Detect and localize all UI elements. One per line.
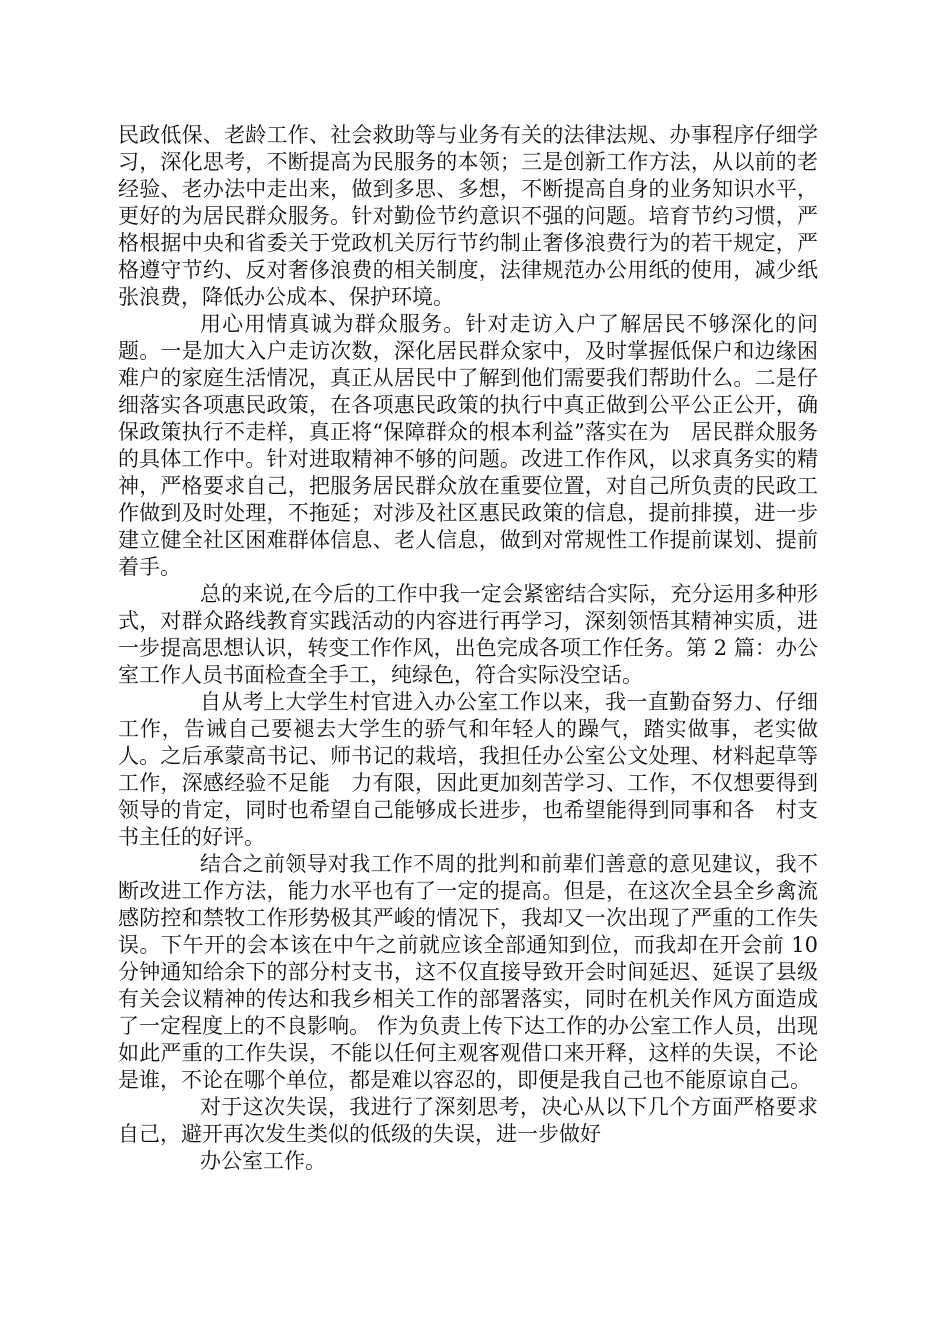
paragraph-3: 总的来说,在今后的工作中我一定会紧密结合实际，充分运用多种形式，对群众路线教育实践活动的内容进行再学习，深刻领悟其精神实质，进一步提高思想认识，转变工作作风，出色完成各项工作任务。第 2 篇：办公室工作人员书面检查全手工，纯绿色，符合实际没空话。 xyxy=(118,582,818,687)
paragraph-7: 办公室工作。 xyxy=(200,1149,326,1173)
paragraph-1: 民政低保、老龄工作、社会救助等与业务有关的法律法规、办事程序仔细学习，深化思考，不断提高为民服务的本领；三是创新工作方法，从以前的老经验、老办法中走出来，做到多思、多想，不断提高自身的业务知识水平，更好的为居民群众服务。针对勤俭节约意识不强的问题。培育节约习惯，严格根据中央和省委关于党政机关厉行节约制止奢侈浪费行为的若干规定，严格遵守节约、反对奢侈浪费的相关制度，法律规范办公用纸的使用，减少纸张浪费，降低办公成本、保护环境。 xyxy=(118,123,818,309)
paragraph-5: 结合之前领导对我工作不周的批判和前辈们善意的意见建议，我不断改进工作方法，能力水平也有了一定的提高。但是，在这次全县全乡禽流感防控和禁牧工作形势极其严峻的情况下，我却又一次出现了严重的工作失误。下午开的会本该在中午之前就应该全部通知到位，而我却在开会前 10 分钟通知给余下的部分村支书，这不仅直接导致开会时间延迟、延误了县级有关会议精神的传达和我乡相关工作的部署落实，同时在机关作风方面造成了一定程度上的不良影响。 作为负责上传下达工作的办公室工作人员，出现如此严重的工作失误，不能以任何主观客观借口来开释，这样的失误，不论是谁，不论在哪个单位，都是难以容忍的，即便是我自己也不能原谅自己。 xyxy=(118,852,818,1092)
paragraph-4: 自从考上大学生村官进入办公室工作以来，我一直勤奋努力、仔细工作，告诫自己要褪去大学生的骄气和年轻人的躁气，踏实做事，老实做人。之后承蒙高书记、师书记的栽培，我担任办公室公文处理、材料起草等工作，深感经验不足能 力有限，因此更加刻苦学习、工作，不仅想要得到领导的肯定，同时也希望自己能够成长进步，也希望能得到同事和各 村支书主任的好评。 xyxy=(118,690,818,849)
paragraph-6: 对于这次失误，我进行了深刻思考，决心从以下几个方面严格要求自己，避开再次发生类似的低级的失误，进一步做好 xyxy=(118,1095,818,1146)
paragraph-2: 用心用情真诚为群众服务。针对走访入户了解居民不够深化的问题。一是加大入户走访次数，深化居民群众家中，及时掌握低保户和边缘困难户的家庭生活情况，真正从居民中了解到他们需要我们帮助什么。二是仔细落实各项惠民政策，在各项惠民政策的执行中真正做到公平公正公开，确保政策执行不走样，真正将“保障群众的根本利益”落实在为 居民群众服务的具体工作中。针对进取精神不够的问题。改进工作作风，以求真务实的精神，严格要求自己，把服务居民群众放在重要位置，对自己所负责的民政工作做到及时处理，不拖延；对涉及社区惠民政策的信息，提前排摸，进一步建立健全社区困难群体信息、老人信息，做到对常规性工作提前谋划、提前着手。 xyxy=(118,312,818,579)
document-body xyxy=(118,122,818,1175)
